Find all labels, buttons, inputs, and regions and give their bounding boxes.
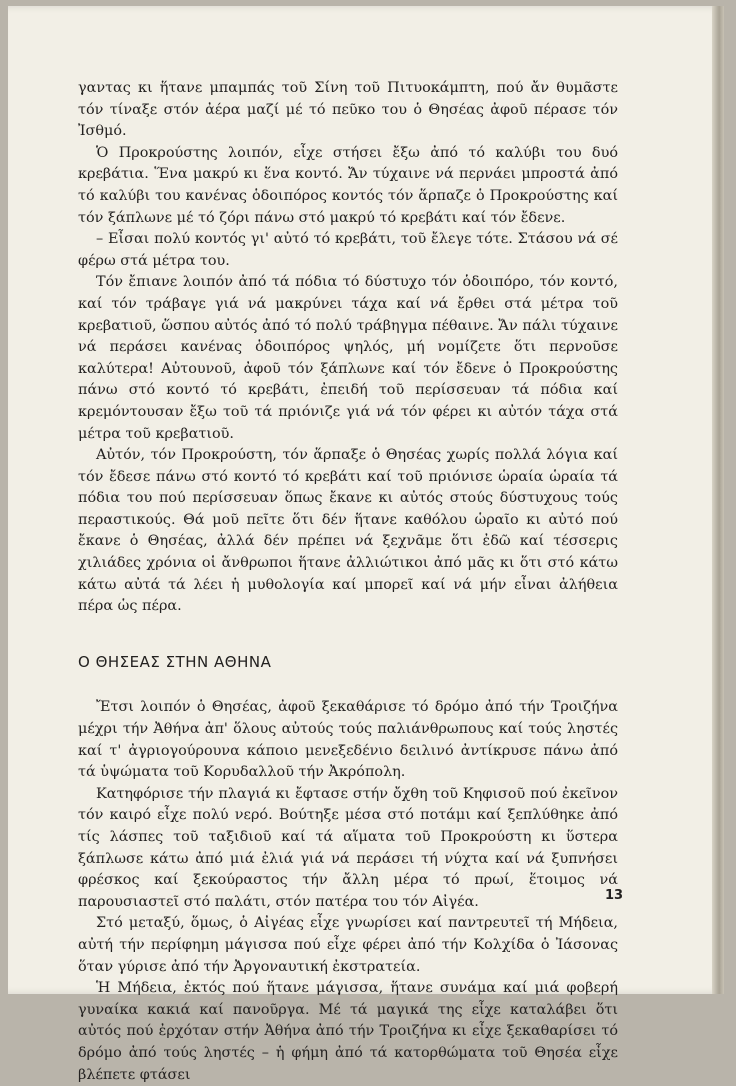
paragraph: Τόν ἔπιανε λοιπόν ἀπό τά πόδια τό δύστυχο τόν ὁδοιπόρο, τόν κοντό, καί τόν τράβαγε γιά νά μακρύνει τάχα καί νά ἔρθει στά μέτρα τοῦ κρεβατιοῦ, ὥσπου αὐτός ἀπό τό πολύ τράβηγμα πέθαινε. Ἄν πάλι τύχαινε νά περάσει κανένας ὁδοιπόρος ψηλός, μή νομίζετε ὅτι περνοῦσε καλύτερα! Αὐτουνοῦ, ἀφοῦ τόν ξάπλωνε καί τόν ἔδενε ὁ Προκρούστης πάνω στό κοντό τό κρεβάτι, ἐπειδή τοῦ περίσσευαν τά πόδια καί κρεμόντουσαν ἔξω τοῦ τά πριόνιζε γιά νά τόν φέρει κι αὐτόν τάχα στά μέτρα τοῦ κρεβατιοῦ. bbox=[78, 274, 618, 442]
paragraph: Ὁ Προκρούστης λοιπόν, εἶχε στήσει ἔξω ἀπό τό καλύβι του δυό κρεβάτια. Ἕνα μακρύ κι ἕνα κοντό. Ἄν τύχαινε νά περνάει μπροστά ἀπό τό καλύβι του κανένας ὁδοιπόρος κοντός τόν ἅρπαζε ὁ Προκρούστης καί τόν ξάπλωνε μέ τό ζόρι πάνω στό μακρύ τό κρεβάτι καί τόν ἔδενε. bbox=[78, 144, 618, 226]
section-heading: Ο ΘΗΣΕΑΣ ΣΤΗΝ ΑΘΗΝΑ bbox=[78, 652, 272, 671]
paragraph: γαντας κι ἥτανε μπαμπάς τοῦ Σίνη τοῦ Πιτυοκάμπτη, πού ἄν θυμᾶστε τόν τίναξε στόν ἀέρα μαζί μέ τό πεῦκο του ὁ Θησέας ἀφοῦ πέρασε τόν Ἰσθμό. bbox=[78, 80, 618, 140]
page-number: 13 bbox=[605, 888, 624, 903]
body-text bbox=[78, 78, 618, 1086]
paragraph: – Εἶσαι πολύ κοντός γι' αὐτό τό κρεβάτι, τοῦ ἔλεγε τότε. Στάσου νά σέ φέρω στά μέτρα του. bbox=[78, 231, 618, 269]
paragraph: Κατηφόρισε τήν πλαγιά κι ἔφτασε στήν ὄχθη τοῦ Κηφισοῦ πού ἐκεῖνον τόν καιρό εἶχε πολύ νερό. Βούτηξε μέσα στό ποτάμι καί ξεπλύθηκε ἀπό τίς λάσπες τοῦ ταξιδιοῦ καί τά αἵματα τοῦ Προκρούστη κι ὕστερα ξάπλωσε κάτω ἀπό μιά ἐλιά γιά νά περάσει τή νύχτα καί νά ξυπνήσει φρέσκος καί ξεκούραστος τήν ἄλλη μέρα τό πρωί, ἕτοιμος νά παρουσιαστεῖ στό παλάτι, στόν πατέρα του τόν Αἰγέα. bbox=[78, 785, 618, 910]
paragraph: Ἡ Μήδεια, ἐκτός πού ἥτανε μάγισσα, ἥτανε συνάμα καί μιά φοβερή γυναίκα κακιά καί πανοῦργα. Μέ τά μαγικά της εἶχε καταλάβει ὅτι αὐτός πού ἐρχόταν στήν Ἀθήνα ἀπό τήν Τροιζήνα κι εἶχε ξεκαθαρίσει τό δρόμο ἀπό τούς ληστές – ἡ φήμη ἀπό τά κατορθώματα τοῦ Θησέα εἶχε βλέπετε φτάσει bbox=[78, 980, 618, 1083]
page-edge-shadow bbox=[712, 6, 724, 994]
paragraph: Στό μεταξύ, ὅμως, ὁ Αἰγέας εἶχε γνωρίσει καί παντρευτεῖ τή Μήδεια, αὐτή τήν περίφημη μάγισσα πού εἶχε φέρει ἀπό τήν Κολχίδα ὁ Ἰάσονας ὅταν γύρισε ἀπό τήν Ἀργοναυτική ἐκστρατεία. bbox=[78, 915, 618, 975]
book-page bbox=[8, 6, 724, 1083]
paragraph: Ἔτσι λοιπόν ὁ Θησέας, ἀφοῦ ξεκαθάρισε τό δρόμο ἀπό τήν Τροιζήνα μέχρι τήν Ἀθήνα ἀπ' ὅλους αὐτούς τούς παλιάνθρωπους καί τούς ληστές καί τ' ἀγριογούρουνα κάποιο μενεξεδένιο δειλινό ἀντίκρυσε πάνω ἀπό τά ὑψώματα τοῦ Κορυδαλλοῦ τήν Ἀκρόπολη. bbox=[78, 699, 618, 781]
paragraph: Αὐτόν, τόν Προκρούστη, τόν ἅρπαξε ὁ Θησέας χωρίς πολλά λόγια καί τόν ἔδεσε πάνω στό κοντό τό κρεβάτι καί τοῦ πριόνισε ὡραία ὡραία τά πόδια του πού περίσσευαν ὅπως ἔκανε κι αὐτός στούς δύστυχους τούς περαστικούς. Θά μοῦ πεῖτε ὅτι δέν ἥτανε καθόλου ὡραῖο κι αὐτό πού ἔκανε ὁ Θησέας, ἀλλά δέν πρέπει νά ξεχνᾶμε ὅτι ἐδῶ καί τέσσερις χιλιάδες χρόνια οἱ ἄνθρωποι ἥτανε ἀλλιώτικοι ἀπό μᾶς κι ὅτι στό κάτω κάτω αὐτά τά λέει ἡ μυθολογία καί μπορεῖ καί νά μήν εἶναι ἀλήθεια πέρα ὡς πέρα. bbox=[78, 447, 618, 615]
